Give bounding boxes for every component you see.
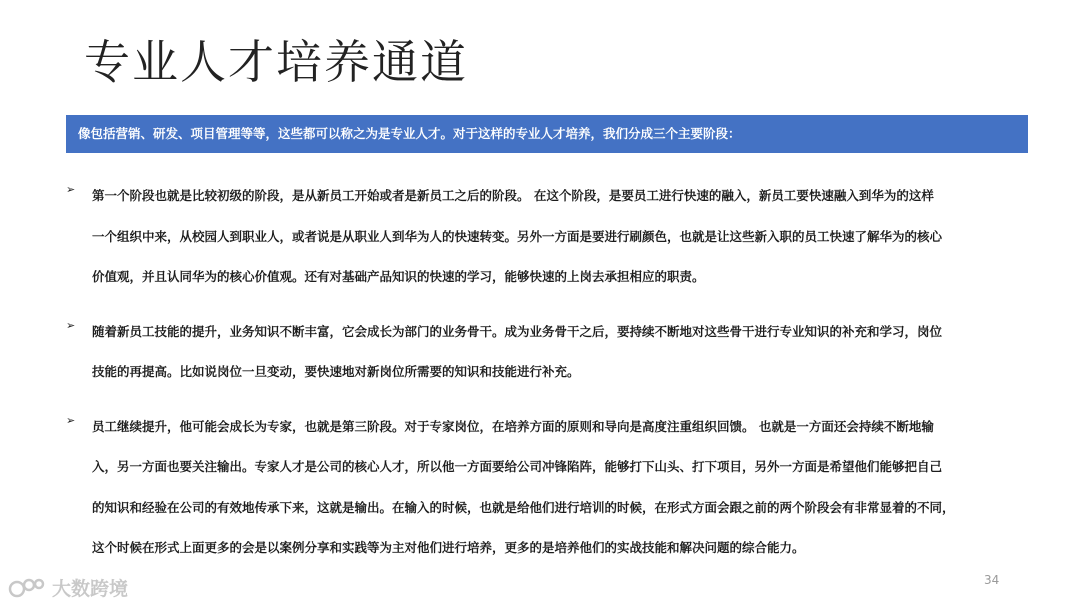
bullet-line: 员工继续提升，他可能会成长为专家，也就是第三阶段。对于专家岗位，在培养方面的原则和导向是高度注重组织回馈。 也就是一方面还会持续不断地输 — [92, 418, 934, 434]
slide-title: 专业人才培养通道 — [84, 35, 468, 89]
page-number: 34 — [984, 573, 1000, 587]
bullet-line: 的知识和经验在公司的有效地传承下来，这就是输出。在输入的时候，也就是给他们进行培训的时候，在形式方面会跟之前的两个阶段会有非常显着的不同， — [92, 499, 955, 515]
bullet-line: 这个时候在形式上面更多的会是以案例分享和实践等为主对他们进行培养，更多的是培养他们的实战技能和解决问题的综合能力。 — [92, 540, 805, 555]
bullet-line: 入，另一方面也要关注输出。专家人才是公司的核心人才，所以他一方面要给公司冲锋陷阵，能够打下山头、打下项目，另外一方面是希望他们能够把自己 — [92, 459, 943, 474]
bullet-line: 技能的再提高。比如说岗位一旦变动，要快速地对新岗位所需要的知识和技能进行补充。 — [92, 364, 580, 379]
watermark — [8, 574, 128, 601]
intro-banner: 像包括营销、研发、项目管理等等，这些都可以称之为是专业人才。对于这样的专业人才培养，我们分成三个主要阶段： — [66, 115, 1028, 153]
arrow-bullet-icon: ➢ — [66, 318, 76, 332]
list-item — [66, 407, 1026, 569]
arrow-bullet-icon: ➢ — [66, 413, 76, 427]
bullet-line: 随着新员工技能的提升，业务知识不断丰富，它会成长为部门的业务骨干。成为业务骨干之后，要持续不断地对这些骨干进行专业知识的补充和学习，岗位 — [92, 323, 943, 339]
bullet-list — [66, 176, 1026, 569]
bullet-line: 第一个阶段也就是比较初级的阶段，是从新员工开始或者是新员工之后的阶段。 在这个阶段，是要员工进行快速的融入，新员工要快速融入到华为的这样 — [92, 188, 934, 203]
bullet-line: 价值观，并且认同华为的核心价值观。还有对基础产品知识的快速的学习，能够快速的上岗去承担相应的职责。 — [92, 269, 705, 284]
list-item — [66, 312, 1026, 393]
list-item — [66, 176, 1026, 298]
arrow-bullet-icon: ➢ — [66, 183, 76, 196]
bullet-line: 一个组织中来，从校园人到职业人，或者说是从职业人到华为人的快速转变。另外一方面是要进行刷颜色，也就是让这些新入职的员工快速了解华为的核心 — [92, 228, 943, 244]
watermark-text: 大数跨境 — [52, 578, 129, 600]
brand-logo-icon — [8, 576, 48, 600]
